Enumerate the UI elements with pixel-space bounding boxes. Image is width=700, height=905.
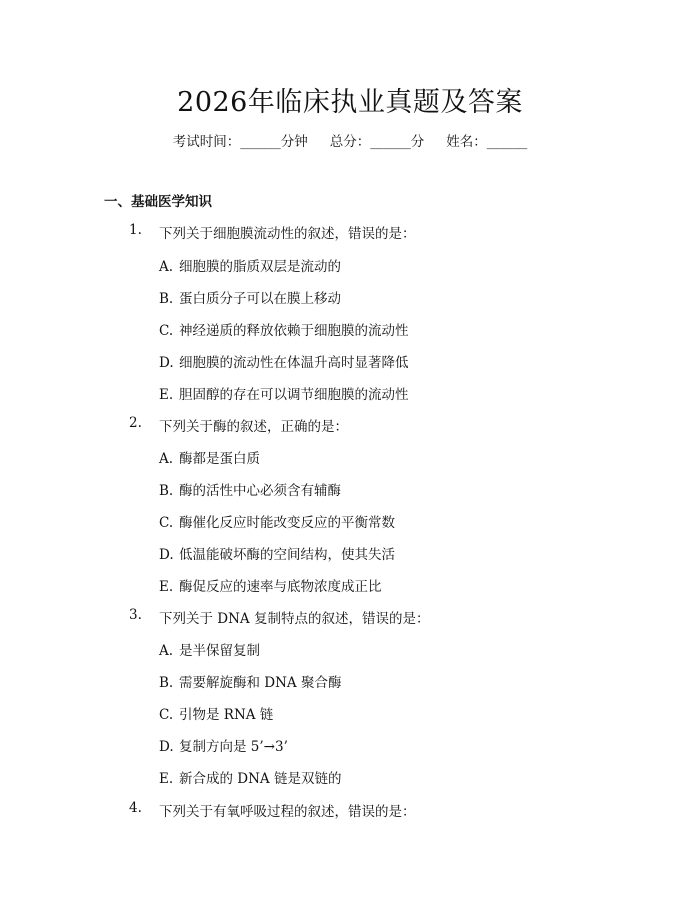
option-item bbox=[159, 735, 288, 755]
question-number: 1. bbox=[129, 222, 142, 238]
name-blank: ______ bbox=[486, 134, 528, 150]
option-text: 蛋白质分子可以在膜上移动 bbox=[179, 291, 341, 307]
time-blank: ______ bbox=[240, 134, 281, 150]
exam-meta-line bbox=[0, 130, 700, 150]
option-item bbox=[159, 383, 409, 403]
option-letter: A. bbox=[159, 643, 174, 659]
option-text: 复制方向是 5’→3’ bbox=[179, 739, 288, 755]
option-letter: C. bbox=[159, 323, 174, 339]
option-item bbox=[159, 575, 382, 595]
option-letter: B. bbox=[159, 483, 174, 499]
question-text: 下列关于细胞膜流动性的叙述，错误的是： bbox=[159, 226, 416, 242]
option-text: 酶都是蛋白质 bbox=[179, 451, 260, 467]
option-letter: E. bbox=[159, 771, 174, 787]
score-blank: ______ bbox=[370, 134, 411, 150]
option-item bbox=[159, 255, 341, 275]
option-text: 低温能破坏酶的空间结构，使其失活 bbox=[179, 547, 395, 563]
question-number: 2. bbox=[129, 415, 142, 431]
option-letter: E. bbox=[159, 387, 174, 403]
option-item bbox=[159, 639, 260, 659]
option-text: 酶催化反应时能改变反应的平衡常数 bbox=[179, 515, 395, 531]
option-item bbox=[159, 351, 409, 371]
name-label: 姓名： bbox=[446, 134, 487, 150]
question-number: 4. bbox=[129, 800, 142, 816]
option-text: 神经递质的释放依赖于细胞膜的流动性 bbox=[179, 323, 409, 339]
time-label: 考试时间： bbox=[172, 134, 241, 150]
score-unit: 分 bbox=[410, 134, 425, 150]
option-letter: D. bbox=[159, 547, 174, 563]
option-letter: C. bbox=[159, 707, 174, 723]
question-text: 下列关于 DNA 复制特点的叙述，错误的是： bbox=[159, 611, 430, 627]
option-text: 新合成的 DNA 链是双链的 bbox=[179, 771, 342, 787]
option-item bbox=[159, 671, 341, 691]
option-text: 胆固醇的存在可以调节细胞膜的流动性 bbox=[179, 387, 409, 403]
section-heading: 一、基础医学知识 bbox=[104, 194, 212, 210]
option-letter: A. bbox=[159, 259, 174, 275]
question-number: 3. bbox=[129, 607, 142, 623]
question-text: 下列关于有氧呼吸过程的叙述，错误的是： bbox=[159, 804, 416, 820]
option-item bbox=[159, 319, 409, 339]
option-text: 酶促反应的速率与底物浓度成正比 bbox=[179, 579, 382, 595]
option-letter: D. bbox=[159, 355, 174, 371]
option-item bbox=[159, 287, 341, 307]
option-item bbox=[159, 703, 273, 723]
time-unit: 分钟 bbox=[280, 134, 308, 150]
option-item bbox=[159, 767, 341, 787]
option-letter: D. bbox=[159, 739, 174, 755]
option-item bbox=[159, 447, 260, 467]
option-item bbox=[159, 543, 395, 563]
option-text: 酶的活性中心必须含有辅酶 bbox=[179, 483, 341, 499]
option-text: 引物是 RNA 链 bbox=[179, 707, 274, 723]
option-text: 是半保留复制 bbox=[179, 643, 260, 659]
question-text: 下列关于酶的叙述，正确的是： bbox=[159, 419, 348, 435]
score-label: 总分： bbox=[329, 134, 371, 150]
page-title: 2026年临床执业真题及答案 bbox=[177, 87, 523, 118]
option-text: 细胞膜的脂质双层是流动的 bbox=[179, 259, 341, 275]
option-letter: B. bbox=[159, 291, 174, 307]
option-text: 需要解旋酶和 DNA 聚合酶 bbox=[179, 675, 342, 691]
option-letter: A. bbox=[159, 451, 174, 467]
option-item bbox=[159, 479, 341, 499]
option-letter: E. bbox=[159, 579, 174, 595]
option-letter: C. bbox=[159, 515, 174, 531]
option-item bbox=[159, 511, 395, 531]
option-text: 细胞膜的流动性在体温升高时显著降低 bbox=[179, 355, 409, 371]
option-letter: B. bbox=[159, 675, 174, 691]
